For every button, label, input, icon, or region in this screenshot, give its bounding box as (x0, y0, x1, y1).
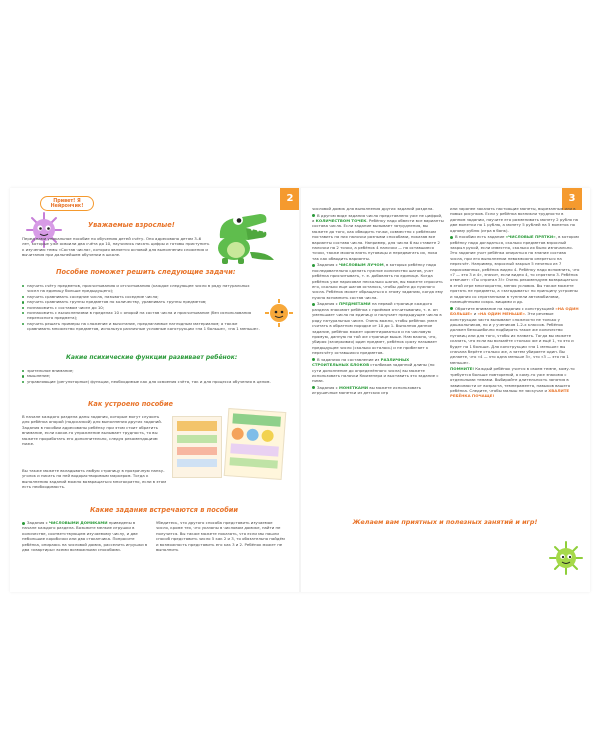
left-page (10, 188, 300, 592)
right-page (300, 188, 590, 592)
structure-paragraph-2: Вы также можете вкладывать любую страницу в прозрачную папку-уголок и писать на ней водорастворимым маркером. Тогда к выполнению заданий можно возвращаться многократно, если в этом есть необходимость. (22, 468, 167, 490)
list-item: управляющие (регуляторные) функции, необходимые как для освоения счёта, так и для процесса обучения в целом. (22, 379, 282, 384)
right-column-2: или заранее заказать настоящие монеты, вырезанные или в новых рисунков. Если у ребёнка возникли трудности в данном задании, научите его разменивать монету 2 рубля на две монетки по 1 рублю, а монету 5 рублей на 5 монеток по одному рублю (игра в банк). В пособии есть задание «ЧИСЛОВЫЕ ПРЯТКИ», в котором ребёнку надо догадаться, сколько предметов взрослый закрыл рукой, если известно, сколько их было изначально. Это задание учит ребёнка опираться на знание состава числа, при его выполнении невозможно опереться на пересчёт. Например, взрослый закрыл 5 печенья из 7 нарисованных, ребёнок видно 4. Ребёнку надо вспомнить, что «7 — это 3 и 4», значит, если видно 4, то спрятано 3. Ребёнок отвечает: «Ты спрятал 3!» Очень рекомендуем возвращаться в этой игре многократно, меняя условия. Вы также можете прятать не предметы, а «загадывать» по принципу устроены и задания со спрятанными в туннели автомобилями, помещёнными сокро- вищами и др. Обратите внимание на задания с конструкцией «НА ОДИН БОЛЬШЕ» и «НА ОДИН МЕНЬШЕ». Эти речевые конструкции часто вызывают сложности не только у дошкольников, но и у учеников 1-2-х классов. Ребёнок должен безошибочно подбирать такое же количество пуговиц или для того, чтобы их назвать. Тогда вы можете сказать, что если вы возьмёте столько же и ещё 1, то это и будет на 1 больше. Для конструкции «на 1 меньше» вы сначала берёте столько же, а затем убираете один. Вы делаете, что «4 — это одна меньше 5», что «3 — это на 1 меньше». ПОМНИТЕ! Каждый ребёнок учится в своем темпе, кому-то требуется больше повторений, а кому-то уже знакома с отдельными темами. Выбирайте длительность занятия в зависимости от возраста, темперамента, навыков вашего ребёнка. Следите, чтобы малыш не заскучал и ХВАЛИТЕ РЕБЁНКА ПОЧАЩЕ! (450, 206, 580, 399)
functions-list (22, 368, 282, 384)
bullet-icon (312, 214, 315, 217)
worksheet-thumbnail (172, 416, 222, 478)
worksheet-thumbnail (224, 408, 287, 480)
page-number-right: 3 (562, 188, 582, 210)
closing-wish: Желаем вам приятных и полезных занятий и игр! (352, 518, 538, 526)
structure-paragraph-1: В начале каждого раздела даны задания, которые могут служить для ребёнка опорой (подсказкой) для выполнения других заданий. Задания в пособии адресованы ребёнку при этом стоит обратить внимание, если какое-то упражнение вызывает трудность, то вы можете проработать его дополнительно, следуя рекомендациям ниже. (22, 414, 162, 447)
helps-list (22, 283, 262, 332)
greeting-heading: Уважаемые взрослые! (88, 221, 175, 229)
intro-paragraph: Перед вами уникальное пособие по обучению детей счёту. Оно адресовано детям 3–6 лет, которые уже освоили два счёта до 10, научились писать цифры и готовы приступить к изучению темы «Состав числа», которая является основой для выполнения сложения и вычитания при дальнейшем обучении в школе. (22, 236, 210, 258)
list-item: научить сравнивать группы предметов по количеству, уравнивать группы предметов; (22, 299, 262, 304)
list-item: научить счёту предметов, присчитыванию и отсчитыванию (каждое следующее число в ряду натуральных чисел на единицу больше предыдущего); (22, 283, 262, 294)
book-spread (10, 188, 590, 592)
sun-mascot-icon (264, 298, 294, 332)
page-number-left: 2 (280, 188, 300, 210)
speech-bubble (40, 196, 94, 211)
tasks-column-2: Убедитесь, что другого способа представить изучаемое число, кроме тех, что указаны в числовом домике, найти не получится. Вы также можете показать, что если мы нашли способ представить число 5 как 2 и 3, то обязательно найдём и возможность представить его как 3 и 2. Ребёнок может не выполнить (156, 520, 285, 553)
list-item: мышление; (22, 373, 282, 378)
bullet-icon (312, 386, 315, 389)
green-mascot-icon (548, 540, 584, 576)
list-item: научить решать примеры на сложение и вычитание, предлагаемые наглядным материалом; а также сравнивать множество предметов, используя различные условные конструкции «на 1 больше», «на 1 меньше». (22, 321, 262, 332)
structure-heading: Как устроено пособие (88, 400, 173, 408)
bullet-icon (312, 358, 315, 361)
functions-heading: Какие психические функции развивает ребёнок: (66, 354, 238, 361)
right-column-1: числовой домик для выполнения других заданий раздела. В другом виде задания число представлено уже не цифрой, а КОЛИЧЕСТВОМ ТОЧЕК. Ребёнку надо обвести все варианты состава числа. Если задание вызывает затруднения, вы можете до того, как обводить точки, совместно с ребёнком поставить на них палочки разными способами, показав все варианты состава числа. Например, для числа 6 вы ставите 2 палочки на 2 точки, а ребёнок 4 палочки — на оставшиеся точки, также можно взять пуговицы и передвигать их, пока так как обводить варианты. Задания с ЧИСЛОВЫМ ЛУЧОМ, в которых ребёнку надо последовательно сделать нужное количество шагов, учат ребёнка присчитывать, т. е. добавлять по единице. Когда ребёнок уже нарисовал несколько шагов, вы можете спросить его, сколько еще шагов осталось, чтобы дойти до нужного числа. Ребёнок может обращаться к этому заданию, когда ему нужно вспомнить состав числа. Задания с ПРЕДМЕТАМИ на первой странице каждого раздела знакомят ребёнка с приёмом отсчитывания, т. е. он уменьшает число на единицу и получает предыдущее число в ряду натуральных чисел. Очень важно, чтобы ребёнок умел считать в обратном порядке от 10 до 1. Выполняя данное задание, ребёнок может ориентироваться и на числовую прямую, данную на той же странице выше. Нам важно, что, убирая (зачеркивая) один предмет, ребёнок сразу называет предыдущее число (сколько осталось) и не прибегает к пересчёту оставшихся предметов. В заданиях на составление из РАЗЛИЧНЫХ СТРОИТЕЛЬНЫХ БЛОКОВ столбиков заданной длины (по сути дополнение до определённого числа) вы можете использовать палочки Кюизенера и выставить это задание с ними. Задания с МОНЕТКАМИ вы можете использовать игрушечные монетки из детских игр (312, 206, 444, 396)
tasks-heading: Какие задания встречаются в пособии (90, 506, 239, 514)
list-item: научить сравнивать соседние числа, называть соседние числа; (22, 294, 262, 299)
bullet-icon (312, 264, 315, 267)
list-item: познакомить с составом чисел до 10; (22, 305, 262, 310)
bullet-icon (22, 522, 25, 525)
list-item: зрительное внимание; (22, 368, 282, 373)
speech-bubble-text: Привет! Я Нейрончик! (50, 199, 84, 209)
tasks-column-1: Задания с ЧИСЛОВЫМИ ДОМИКАМИ приведены в начале каждого раздела. Возьмите мелкие игрушки в количестве, соответствующем изучаемому числу, и две небольшие коробочки или два стаканчика. Попросите ребёнка, опираясь на числовой домик, расселить игрушки в два «квартиры» всеми возможными способами. (22, 520, 148, 553)
crocodile-mascot-icon (210, 208, 280, 266)
list-item: познакомить с вычислениями в пределах 10 с опорой на состав числа и присчитывание (без использования переносного предмета); (22, 310, 262, 321)
helps-heading: Пособие поможет решить следующие задачи: (56, 268, 236, 276)
bullet-icon (450, 236, 453, 239)
bullet-icon (312, 303, 315, 306)
bullet-icon (450, 307, 453, 310)
